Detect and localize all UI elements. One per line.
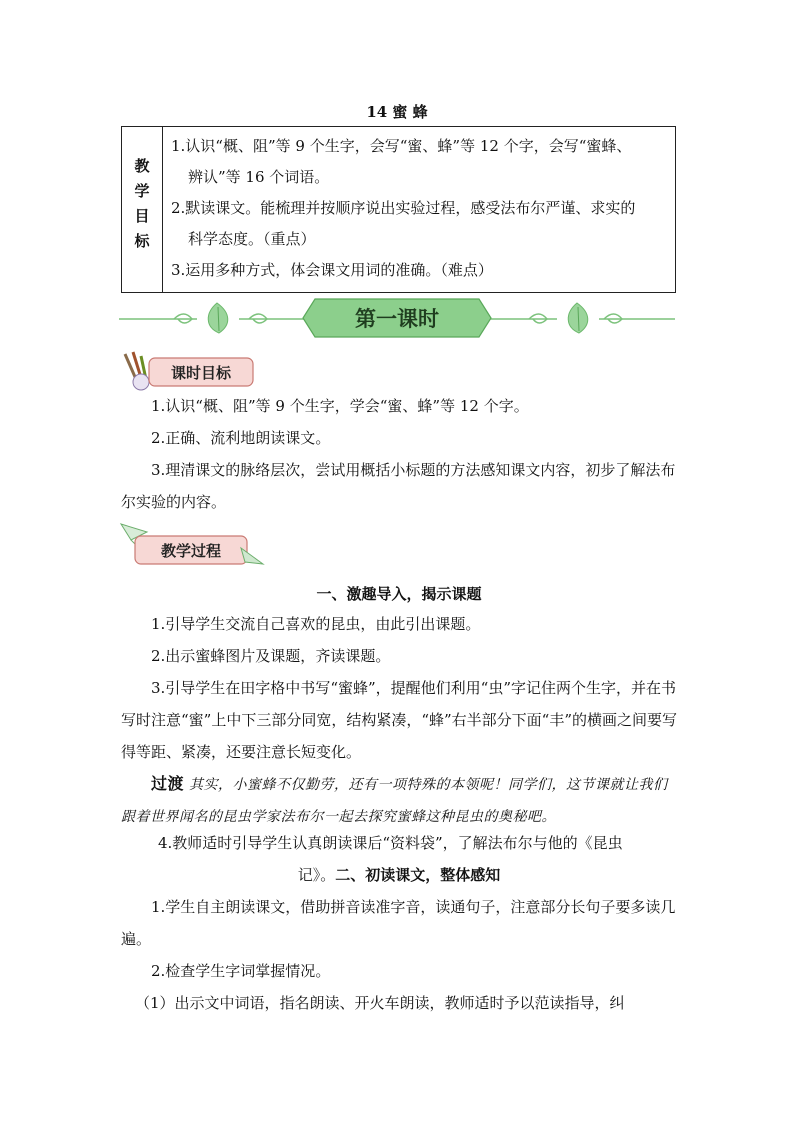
transition-text: 其实，小蜜蜂不仅勤劳，还有一项特殊的本领呢！同学们，这节课就让我们跟着世界闻名的昆虫学家法布尔一起去探究蜜蜂这种昆虫的奥秘吧。 (121, 777, 668, 825)
process-item-4-tail: 记》。 (297, 866, 336, 884)
goals-label-char: 学 (134, 182, 150, 200)
period-goal-1: 1.认识“概、阻”等 9 个生字，学会“蜜、蜂”等 12 个字。 (151, 397, 529, 415)
process2-item-2: 2.检查学生字词掌握情况。 (151, 962, 331, 980)
goals-label-char: 教 (134, 157, 150, 175)
period-goals-tag (119, 350, 259, 392)
goal-item-2 (171, 193, 667, 255)
period-goal-2: 2.正确、流利地朗读课文。 (151, 429, 331, 447)
goals-label-char: 标 (134, 232, 150, 250)
goal-item-line: 辨认”等 16 个词语。 (188, 168, 330, 186)
process-item-1: 1.引导学生交流自己喜欢的昆虫，由此引出课题。 (151, 615, 481, 633)
goal-item-1 (171, 131, 667, 193)
teaching-process-tag (117, 518, 265, 572)
goals-label-char: 目 (134, 207, 150, 225)
goals-label-cell (122, 127, 163, 293)
teaching-goals-table (121, 126, 676, 293)
section-heading-2: 二、初读课文，整体感知 (335, 866, 501, 884)
transition-label: 过渡 (151, 774, 185, 793)
item4-continuation-and-heading (121, 859, 677, 891)
teaching-process-tag-text: 教学过程 (160, 542, 222, 560)
goal-item-line: 1.认识“概、阻”等 9 个生字，会写“蜜、蜂”等 12 个字，会写“蜜蜂、 (171, 137, 632, 155)
lesson-title: 14 蜜 蜂 (366, 103, 428, 121)
process2-item-1: 1.学生自主朗读课文，借助拼音读准字音，读通句子，注意部分长句子要多读几遍。 (121, 898, 676, 948)
lesson-period-banner (119, 293, 675, 343)
goal-item-line: 3.运用多种方式，体会课文用词的准确。（难点） (171, 261, 493, 279)
banner-text: 第一课时 (355, 306, 439, 331)
process-item-3: 3.引导学生在田字格中书写“蜜蜂”，提醒他们利用“虫”字记住两个生字，并在书写时注意“蜜”上中下三部分同宽，结构紧凑，“蜂”右半部分下面“丰”的横画之间要写得等距、紧凑，还要注意长短变化。 (121, 679, 678, 761)
goals-content-cell (163, 127, 676, 293)
transition-note (121, 768, 677, 833)
brush-icon (125, 352, 149, 390)
period-goal-3: 3.理清课文的脉络层次，尝试用概括小标题的方法感知课文内容，初步了解法布尔实验的内容。 (121, 461, 676, 511)
period-goals-tag-text: 课时目标 (170, 364, 232, 382)
goal-item-line: 2.默读课文。能梳理并按顺序说出实验过程，感受法布尔严谨、求实的 (171, 199, 636, 217)
process-item-2: 2.出示蜜蜂图片及课题，齐读课题。 (151, 647, 391, 665)
process-item-4: 4.教师适时引导学生认真朗读课后“资料袋”，了解法布尔与他的《昆虫 (158, 834, 623, 852)
section-heading-1: 一、激趣导入，揭示课题 (316, 585, 482, 603)
goal-item-line: 科学态度。（重点） (188, 230, 316, 248)
goal-item-3 (171, 255, 667, 286)
process2-item-3: （1）出示文中词语，指名朗读、开火车朗读，教师适时予以范读指导，纠 (135, 994, 625, 1012)
